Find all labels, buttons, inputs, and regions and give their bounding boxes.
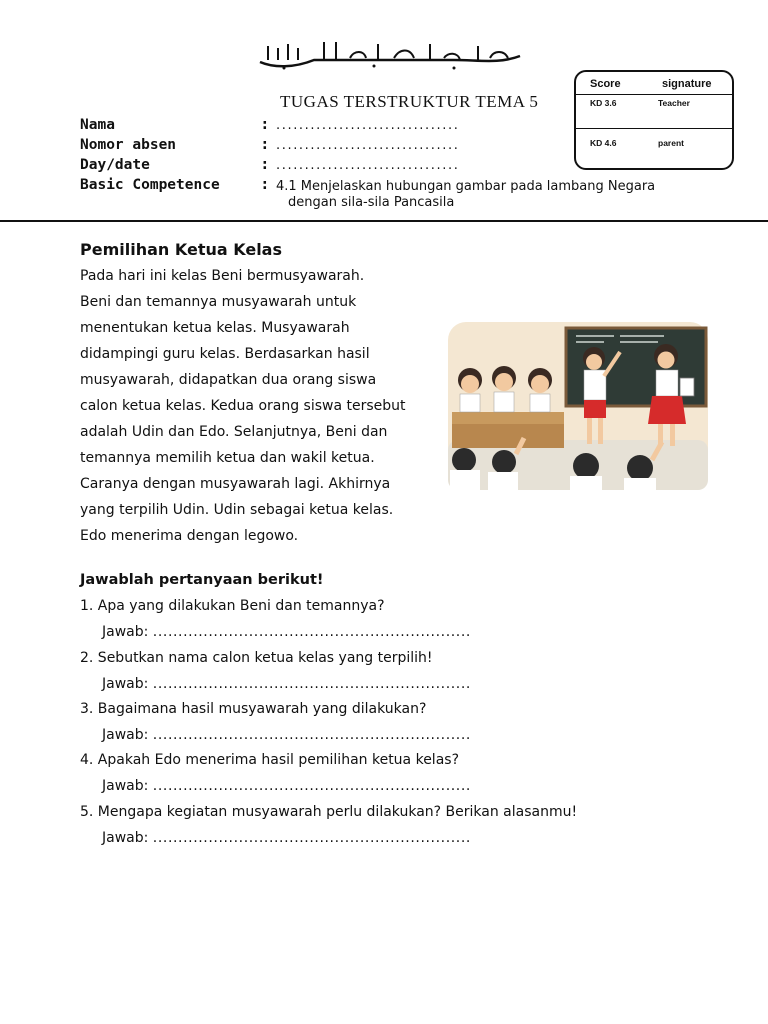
signer-label: parent — [658, 138, 684, 148]
score-box-divider — [576, 128, 732, 129]
answer-line-4[interactable] — [102, 778, 471, 794]
classroom-illustration — [444, 320, 712, 496]
answer-line-5[interactable] — [102, 830, 471, 846]
answer-dots: ............................................................... — [152, 727, 471, 743]
score-box-divider — [576, 94, 732, 95]
answer-label: Jawab: — [102, 830, 149, 846]
signer-label: Teacher — [658, 98, 690, 108]
competence-text-line2: dengan sila-sila Pancasila — [288, 195, 455, 210]
kd-label: KD 4.6 — [590, 138, 617, 148]
nomor-absen-label: Nomor absen — [80, 137, 177, 153]
question-3: 3. Bagaimana hasil musyawarah yang dilakukan? — [80, 701, 427, 717]
story-line: Caranya dengan musyawarah lagi. Akhirnya — [80, 476, 391, 492]
question-4: 4. Apakah Edo menerima hasil pemilihan ketua kelas? — [80, 752, 459, 768]
competence-text-line1: 4.1 Menjelaskan hubungan gambar pada lambang Negara — [276, 179, 656, 194]
answer-label: Jawab: — [102, 727, 149, 743]
story-line: musyawarah, didapatkan dua orang siswa — [80, 372, 377, 388]
field-colon: : — [262, 157, 268, 173]
field-colon: : — [262, 137, 268, 153]
question-1: 1. Apa yang dilakukan Beni dan temannya? — [80, 598, 385, 614]
answer-line-3[interactable] — [102, 727, 471, 743]
answer-label: Jawab: — [102, 778, 149, 794]
day-date-label: Day/date — [80, 157, 150, 173]
field-colon: : — [262, 117, 268, 133]
story-line: Edo menerima dengan legowo. — [80, 528, 299, 544]
story-line: calon ketua kelas. Kedua orang siswa tersebut — [80, 398, 406, 414]
story-line: didampingi guru kelas. Berdasarkan hasil — [80, 346, 370, 362]
answer-line-2[interactable] — [102, 676, 471, 692]
kd-label: KD 3.6 — [590, 98, 617, 108]
answer-label: Jawab: — [102, 676, 149, 692]
story-line: Beni dan temannya musyawarah untuk — [80, 294, 357, 310]
question-2: 2. Sebutkan nama calon ketua kelas yang terpilih! — [80, 650, 433, 666]
field-colon: : — [262, 177, 268, 193]
story-line: temannya memilih ketua dan wakil ketua. — [80, 450, 375, 466]
basmala-calligraphy — [254, 38, 526, 72]
answer-dots: ............................................................... — [152, 676, 471, 692]
page-title: TUGAS TERSTRUKTUR TEMA 5 — [280, 92, 539, 111]
answer-dots: ............................................................... — [152, 778, 471, 794]
story-line: Pada hari ini kelas Beni bermusyawarah. — [80, 268, 365, 284]
story-line: menentukan ketua kelas. Musyawarah — [80, 320, 350, 336]
answer-line-1[interactable] — [102, 624, 471, 640]
nama-label: Nama — [80, 117, 115, 133]
header-divider — [0, 220, 768, 222]
answer-label: Jawab: — [102, 624, 149, 640]
story-heading: Pemilihan Ketua Kelas — [80, 240, 282, 259]
story-line: adalah Udin dan Edo. Selanjutnya, Beni dan — [80, 424, 388, 440]
question-5: 5. Mengapa kegiatan musyawarah perlu dilakukan? Berikan alasanmu! — [80, 804, 578, 820]
day-date-field[interactable]: ................................ — [276, 158, 460, 173]
score-signature-box — [574, 70, 734, 170]
nama-field[interactable]: ................................ — [276, 118, 460, 133]
questions-heading: Jawablah pertanyaan berikut! — [80, 572, 324, 588]
answer-dots: ............................................................... — [152, 830, 471, 846]
story-line: yang terpilih Udin. Udin sebagai ketua kelas. — [80, 502, 394, 518]
answer-dots: ............................................................... — [152, 624, 471, 640]
basic-competence-label: Basic Competence — [80, 177, 220, 193]
nomor-absen-field[interactable]: ................................ — [276, 138, 460, 153]
signature-header: signature — [662, 78, 712, 90]
score-header: Score — [590, 78, 621, 90]
